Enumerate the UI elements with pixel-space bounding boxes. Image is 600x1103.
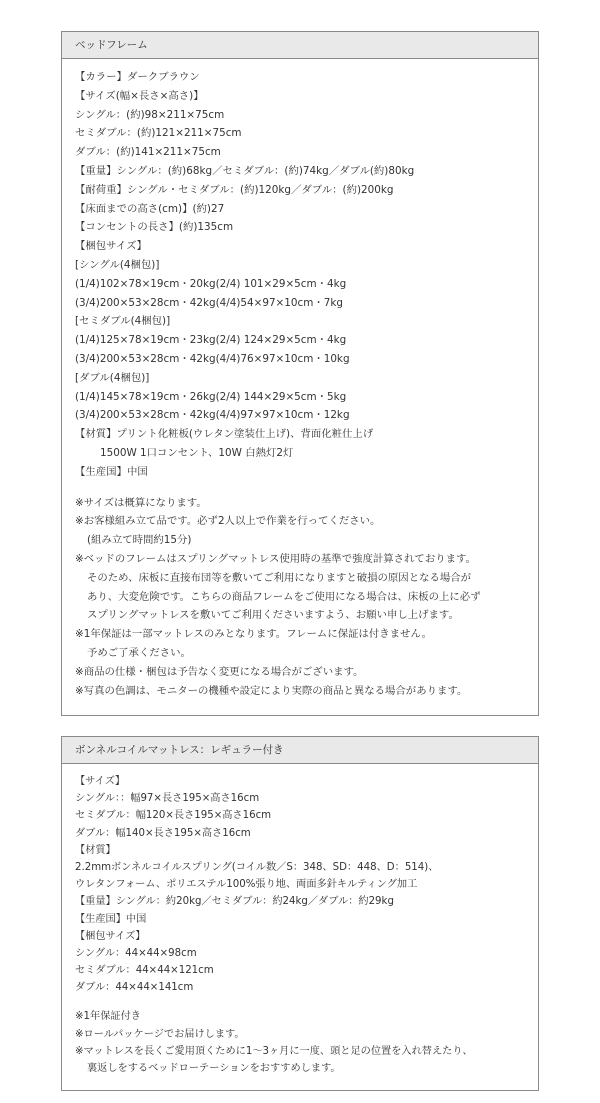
bed-frame-title: ベッドフレーム — [62, 32, 538, 59]
spec-line: 【サイズ】 — [75, 776, 126, 787]
bed-frame-spec-box — [61, 31, 539, 716]
spec-line: セミダブル：44×44×121cm — [75, 965, 214, 977]
spacer — [75, 996, 538, 1008]
spec-line: 【生産国】中国 — [75, 913, 147, 925]
note-line: ※ベッドのフレームはスプリングマットレス使用時の基準で強度計算されております。 — [75, 552, 476, 565]
mattress-title: ボンネルコイルマットレス：レギュラー付き — [62, 737, 538, 764]
note-line-indented: (組み立て時間約15分) — [87, 534, 192, 547]
note-line: ※1年保証は一部マットレスのみとなります。フレームに保証は付きません。 — [75, 628, 432, 641]
spec-line-indented: 1500W 1口コンセント、10W 白熱灯2灯 — [100, 446, 294, 459]
note-line-indented: スプリングマットレスを敷いてご利用くださいますよう、お願い申し上げます。 — [87, 609, 459, 622]
spec-line: 【サイズ(幅×長さ×高さ)】 — [75, 89, 204, 102]
bed-frame-spec-body — [62, 59, 538, 700]
spec-line: シングル：(約)98×211×75cm — [75, 108, 225, 121]
spec-line: シングル：：幅97×長さ195×高さ16cm — [75, 793, 260, 805]
spec-line: (1/4)102×78×19cm・20kg(2/4) 101×29×5cm・4kg — [75, 277, 347, 290]
spec-line: シングル：44×44×98cm — [75, 947, 197, 959]
spec-line: 【梱包サイズ】 — [75, 930, 146, 942]
spec-line: [シングル(4梱包)] — [75, 258, 160, 271]
spacer — [75, 482, 538, 494]
spec-line: ウレタンフォーム、ポリエステル100%張り地、両面多針キルティング加工 — [75, 879, 418, 891]
note-line: ※ロールパッケージでお届けします。 — [75, 1028, 245, 1040]
origin-line: 【生産国】中国 — [75, 465, 148, 478]
spec-line: 【耐荷重】シングル・セミダブル：(約)120kg／ダブル：(約)200kg — [75, 183, 394, 196]
spec-line: (1/4)125×78×19cm・23kg(2/4) 124×29×5cm・4kg — [75, 334, 347, 347]
note-line: ※サイズは概算になります。 — [75, 496, 207, 509]
spec-line: ダブル：(約)141×211×75cm — [75, 146, 221, 159]
mattress-spec-box — [61, 736, 539, 1091]
spec-line: 【重量】シングル：約20kg／セミダブル：約24kg／ダブル：約29kg — [75, 896, 394, 908]
spec-line: 【床面までの高さ(cm)】(約)27 — [75, 202, 225, 215]
spec-line: セミダブル：(約)121×211×75cm — [75, 127, 242, 140]
spec-line: [ダブル(4梱包)] — [75, 371, 150, 384]
note-line: ※お客様組み立て品です。必ず2人以上で作業を行ってください。 — [75, 515, 381, 528]
spec-line: 【カラー】ダークブラウン — [75, 71, 200, 83]
note-line-indented: そのため、床板に直接布団等を敷いてご利用になりますと破損の原因となる場合が — [87, 571, 472, 584]
spec-line: 【材質】 — [75, 844, 116, 856]
note-line-indented: あり、大変危険です。こちらの商品フレームをご使用になる場合は、床板の上に必ず — [87, 590, 481, 603]
spec-line: ダブル：44×44×141cm — [75, 982, 194, 994]
spec-line: ダブル：幅140×長さ195×高さ16cm — [75, 827, 251, 839]
spec-line: (3/4)200×53×28cm・42kg(4/4)97×97×10cm・12kg — [75, 409, 350, 422]
spec-line: (3/4)200×53×28cm・42kg(4/4)76×97×10cm・10kg — [75, 352, 350, 365]
note-line-indented: 予めご了承ください。 — [87, 646, 191, 659]
spec-line: 【重量】シングル：(約)68kg／セミダブル：(約)74kg／ダブル(約)80kg — [75, 164, 415, 177]
spec-line: 2.2mmボンネルコイルスプリング(コイル数／S：348、SD：448、D：514)、 — [75, 861, 439, 873]
spec-line: (3/4)200×53×28cm・42kg(4/4)54×97×10cm・7kg — [75, 296, 343, 309]
note-line: ※写真の色調は、モニターの機種や設定により実際の商品と異なる場合があります。 — [75, 684, 468, 697]
note-line: ※商品の仕様・梱包は予告なく変更になる場合がございます。 — [75, 665, 364, 678]
spec-line: セミダブル：幅120×長さ195×高さ16cm — [75, 810, 272, 822]
spec-line: 【梱包サイズ】 — [75, 240, 147, 253]
note-line: ※1年保証付き — [75, 1011, 141, 1023]
note-line-indented: 裏返しをするベッドローテーションをおすすめします。 — [87, 1063, 341, 1074]
spec-line: 【材質】プリント化粧板(ウレタン塗装仕上げ)、背面化粧仕上げ — [75, 428, 374, 441]
spec-line: [セミダブル(4梱包)] — [75, 315, 171, 328]
spec-line: 【コンセントの長さ】(約)135cm — [75, 221, 234, 234]
spec-line: (1/4)145×78×19cm・26kg(2/4) 144×29×5cm・5kg — [75, 390, 347, 403]
mattress-spec-body — [62, 764, 538, 1077]
note-line: ※マットレスを長くご愛用頂くために1〜3ヶ月に一度、頭と足の位置を入れ替えたり、 — [75, 1045, 473, 1057]
